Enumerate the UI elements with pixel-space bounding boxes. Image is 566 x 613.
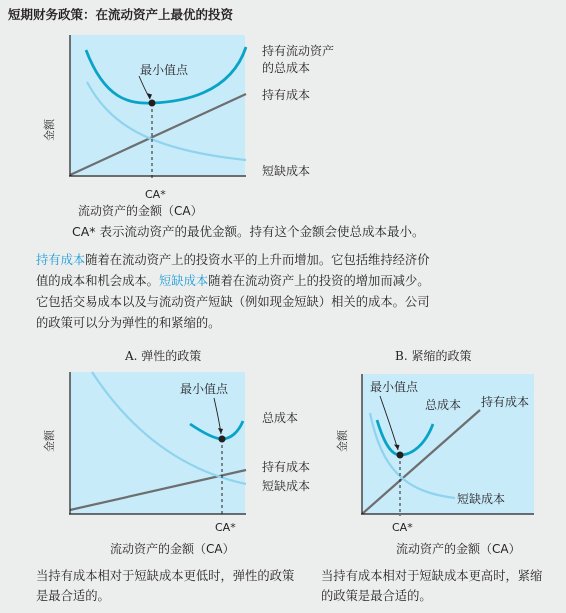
panel-a-minimum-point xyxy=(219,436,226,443)
panel-a-caption: 当持有成本相对于短缺成本更低时，弹性的政策是最合适的。 xyxy=(36,569,295,603)
panel-a-min-label: 最小值点 xyxy=(180,382,229,396)
panel-b-label-carrying: 持有成本 xyxy=(481,395,530,409)
panel-b-tick-label: CA* xyxy=(392,521,413,534)
panel-a-chart xyxy=(42,348,310,556)
panel-b-chart xyxy=(335,348,534,556)
panel-b-min-label: 最小值点 xyxy=(370,380,419,394)
panel-a-label-shortage: 短缺成本 xyxy=(262,479,311,493)
panel-b-x-label: 流动资产的金额（CA） xyxy=(396,542,521,556)
top-label-total-line2: 的总成本 xyxy=(262,61,311,75)
top-min-label: 最小值点 xyxy=(140,63,189,77)
body-paragraph xyxy=(36,250,436,334)
term-shortage-cost: 短缺成本 xyxy=(158,274,209,288)
panel-a-y-label: 金额 xyxy=(43,430,56,452)
page-title: 短期财务政策：在流动资产上最优的投资 xyxy=(8,7,234,22)
top-plot-area xyxy=(70,35,245,175)
panel-a-title: A. 弹性的政策 xyxy=(125,349,202,363)
paragraph-text-2: 随着在流动资产上的投资的增加而减少。它包括交易成本以及与流动资产短缺（例如现金短缺）相关的成本。公司的政策可以分为弹性的和紧缩的。 xyxy=(36,274,430,330)
panel-a-label-total: 总成本 xyxy=(262,411,299,425)
panel-b-minimum-point xyxy=(397,452,404,459)
panel-b-y-label: 金额 xyxy=(336,430,349,452)
panel-a-tick-label: CA* xyxy=(215,521,236,534)
panel-b-label-total: 总成本 xyxy=(425,398,462,412)
panel-b-title: B. 紧缩的政策 xyxy=(395,349,472,363)
panel-a-x-label: 流动资产的金额（CA） xyxy=(110,542,235,556)
panel-b-caption: 当持有成本相对于短缺成本更高时，紧缩的政策是最合适的。 xyxy=(321,569,543,603)
top-label-total-line1: 持有流动资产 xyxy=(262,44,335,58)
top-label-shortage: 短缺成本 xyxy=(262,164,311,178)
top-y-label: 金额 xyxy=(43,119,56,141)
top-chart xyxy=(42,35,334,218)
panel-b-label-shortage: 短缺成本 xyxy=(457,492,506,506)
top-x-label: 流动资产的金额（CA） xyxy=(78,204,203,218)
panel-a-label-carrying: 持有成本 xyxy=(262,460,311,474)
top-tick-label: CA* xyxy=(145,188,166,201)
top-minimum-point xyxy=(149,100,156,107)
term-carrying-cost: 持有成本 xyxy=(36,253,86,267)
top-label-carrying: 持有成本 xyxy=(262,88,311,102)
top-caption: CA* 表示流动资产的最优金额。持有这个金额会使总成本最小。 xyxy=(72,224,425,239)
paragraph-text-1: 随着在流动资产上的投资水平的上升而增加。它包括维持经济价值的成本和机会成本。 xyxy=(36,253,430,288)
